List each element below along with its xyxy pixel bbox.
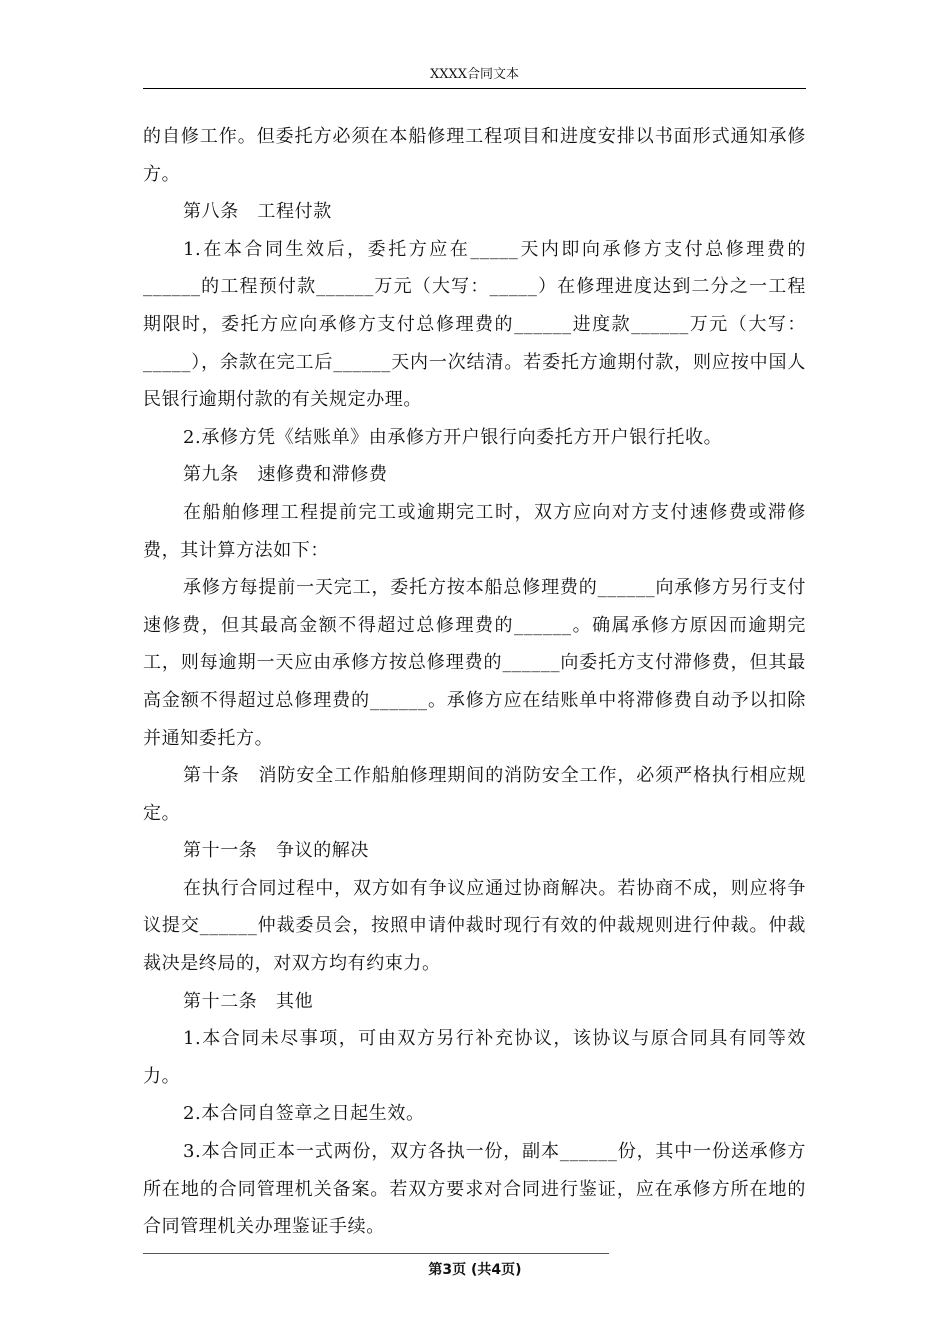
page-footer <box>0 1260 950 1280</box>
header-title: XXXX合同文本 <box>429 67 520 82</box>
article-8-heading: 第八条 工程付款 <box>183 201 332 223</box>
article-10: 第十条 消防安全工作船舶修理期间的消防安全工作，必须严格执行相应规定。 <box>143 765 806 824</box>
article-12-heading: 第十二条 其他 <box>183 990 314 1012</box>
paragraph-continuation: 的自修工作。但委托方必须在本船修理工程项目和进度安排以书面形式通知承修方。 <box>143 126 806 185</box>
footer-divider <box>143 1253 609 1254</box>
article-8-clause-2: 2.承修方凭《结账单》由承修方开户银行向委托方开户银行托收。 <box>183 426 723 448</box>
article-9-detail: 承修方每提前一天完工，委托方按本船总修理费的______向承修方另行支付速修费，但其最高金额不得超过总修理费的______。确属承修方原因而逾期完工，则每逾期一天应由承修方按总修理费的______向委托方支付滞修费，但其最高金额不得超过总修理费的______。承修方应在结账单中将滞修费自动予以扣除并通知委托方。 <box>143 577 806 749</box>
article-8-clause-1: 1.在本合同生效后，委托方应在_____天内即向承修方支付总修理费的______的工程预付款______万元（大写：_____）在修理进度达到二分之一工程期限时，委托方应向承修方支付总修理费的______进度款______万元（大写：_____），余款在完工后______天内一次结清。若委托方逾期付款，则应按中国人民银行逾期付款的有关规定办理。 <box>143 238 806 411</box>
article-9-heading: 第九条 速修费和滞修费 <box>183 464 388 486</box>
article-11-body: 在执行合同过程中，双方如有争议应通过协商解决。若协商不成，则应将争议提交______仲裁委员会，按照申请仲裁时现行有效的仲裁规则进行仲裁。仲裁裁决是终局的，对双方均有约束力。 <box>143 877 806 975</box>
document-body <box>143 118 806 1246</box>
article-12-clause-2: 2.本合同自签章之日起生效。 <box>183 1103 425 1125</box>
article-11-heading: 第十一条 争议的解决 <box>183 840 369 862</box>
article-9-intro: 在船舶修理工程提前完工或逾期完工时，双方应向对方支付速修费或滞修费，其计算方法如下： <box>143 501 806 561</box>
page-number: 第3页 (共4页) <box>428 1262 522 1278</box>
page-header <box>143 64 806 89</box>
article-12-clause-1: 1.本合同未尽事项，可由双方另行补充协议，该协议与原合同具有同等效力。 <box>143 1028 806 1087</box>
article-12-clause-3: 3.本合同正本一式两份，双方各执一份，副本______份，其中一份送承修方所在地的合同管理机关备案。若双方要求对合同进行鉴证，应在承修方所在地的合同管理机关办理鉴证手续。 <box>143 1141 806 1238</box>
